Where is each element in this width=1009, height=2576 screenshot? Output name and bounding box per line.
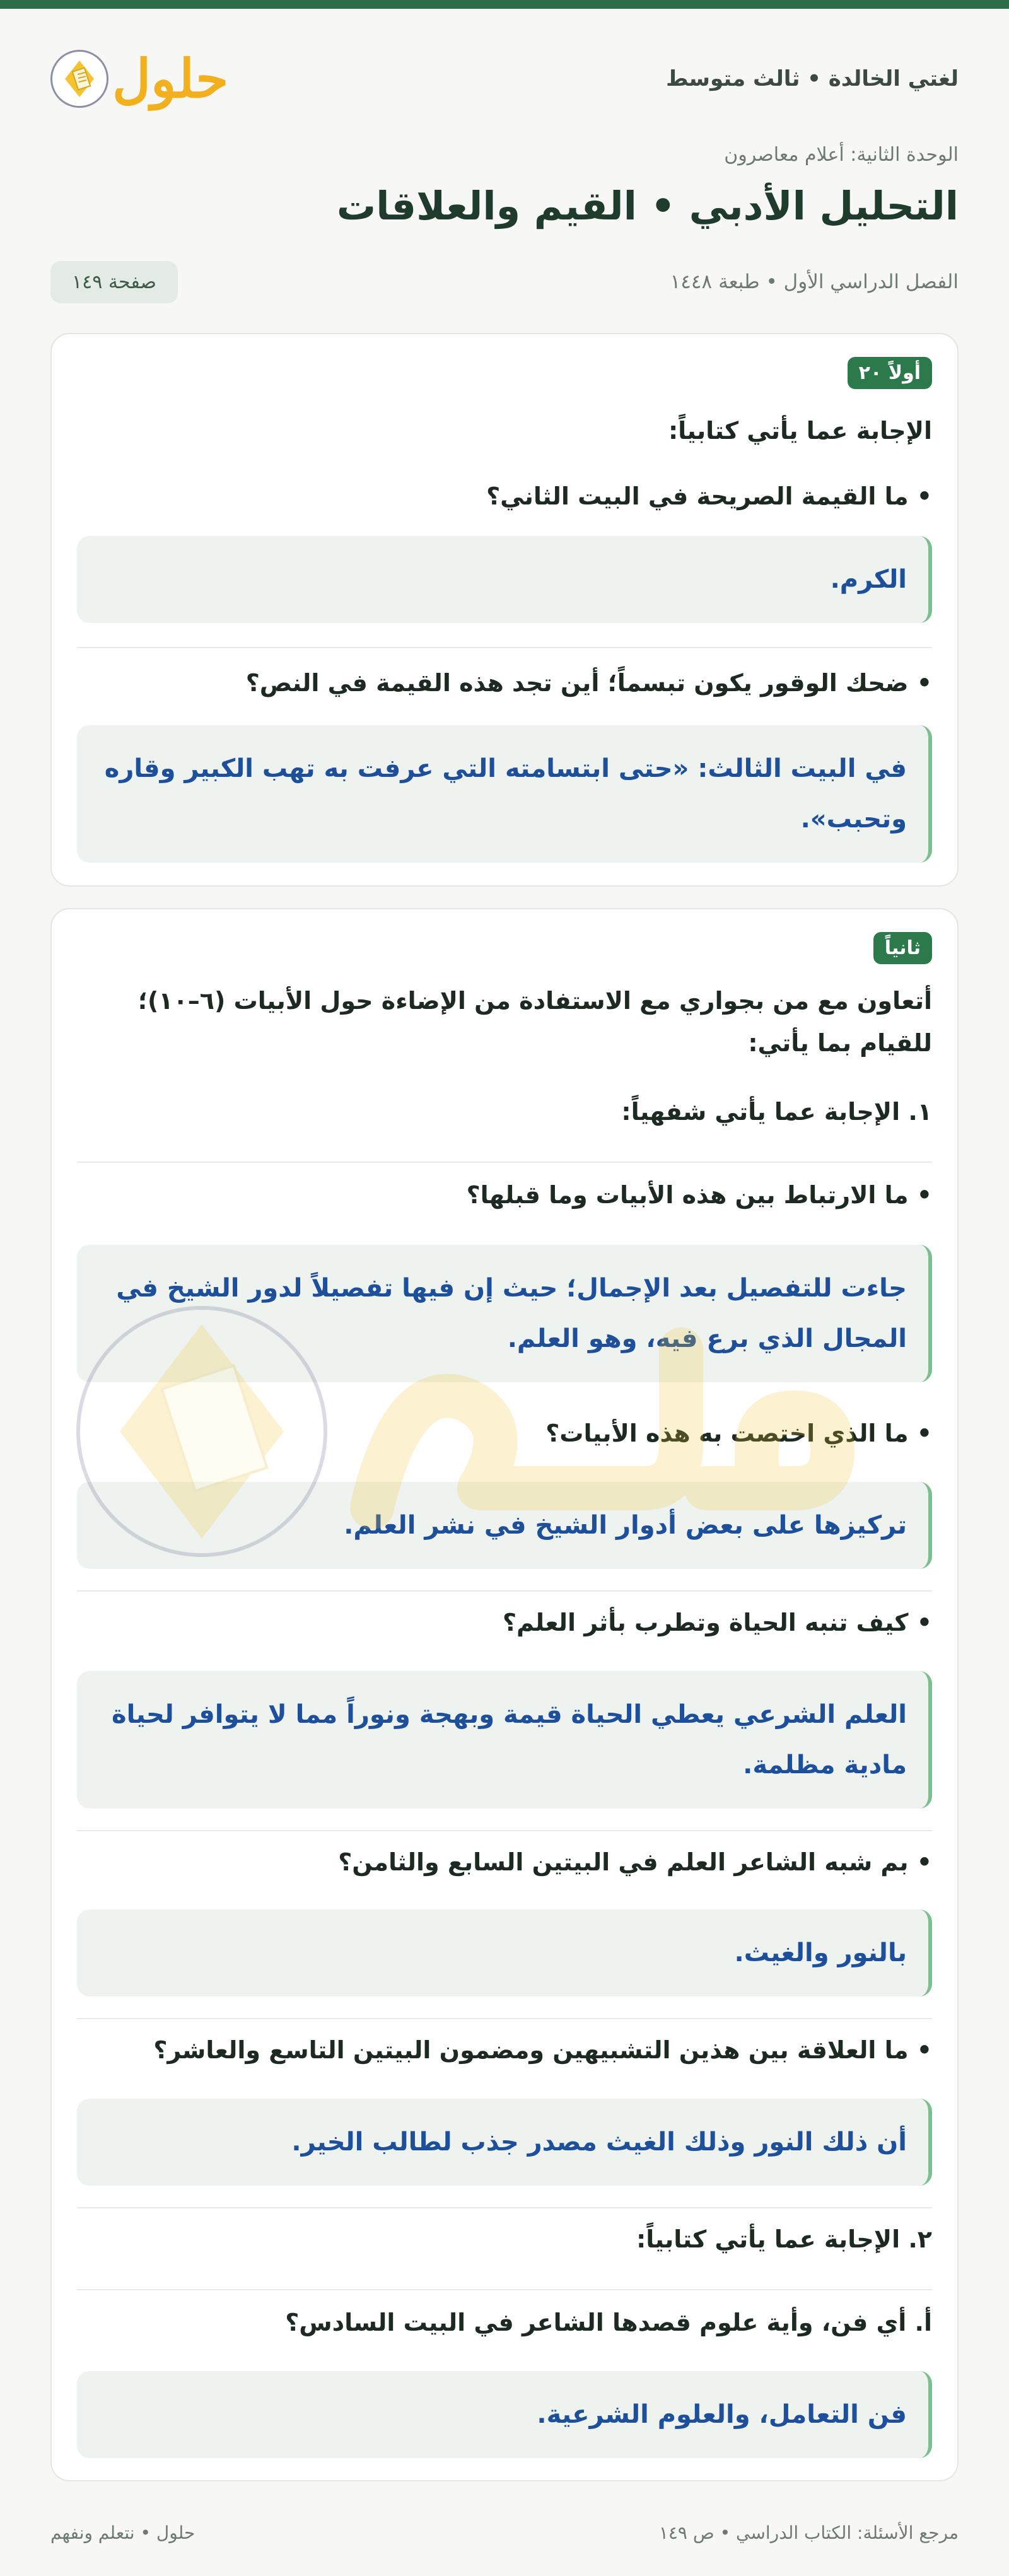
answer-text: فن التعامل، والعلوم الشرعية. [537,2400,907,2429]
answer-text: في البيت الثالث: «حتى ابتسامته التي عرفت به تهب الكبير وقاره وتحبب». [104,754,907,834]
breadcrumb: لغتي الخالدة • ثالث متوسط [666,66,959,91]
question: • بم شبه الشاعر العلم في البيتين السابع والثامن؟ [338,1848,932,1876]
answer-text: الكرم. [830,565,907,594]
answer-box [77,1245,932,1382]
section-badge: أولاً ٢٠ [848,357,932,389]
question: • ما القيمة الصريحة في البيت الثاني؟ [486,482,932,510]
answer-text: العلم الشرعي يعطي الحياة قيمة وبهجة ونوراً مما لا يتوافر لحياة مادية مظلمة. [112,1700,907,1780]
section-badge: ثانياً [873,932,932,964]
question: • كيف تنبه الحياة وتطرب بأثر العلم؟ [502,1609,932,1636]
question: • ما الذي اختصت به هذه الأبيات؟ [545,1419,932,1447]
answer-box [77,1482,932,1569]
answer-box [77,725,932,863]
logo[interactable] [50,47,229,110]
footer [50,2522,959,2543]
section-intro: أتعاون مع من بجواري مع الاستفادة من الإضاءة حول الأبيات (٦–١٠)؛ للقيام بما يأتي: [137,987,932,1057]
page-number-badge: صفحة ١٤٩ [50,261,178,303]
question: • ما العلاقة بين هذين التشبيهين ومضمون البيتين التاسع والعاشر؟ [153,2036,932,2064]
answer-text: تركيزها على بعض أدوار الشيخ في نشر العلم. [344,1511,907,1540]
answer-box [77,1671,932,1809]
divider [77,2207,932,2208]
meta-row [50,259,959,305]
part-heading: ٢. الإجابة عما يأتي كتابياً: [636,2225,932,2253]
section-first [50,333,959,887]
answer-box [77,1909,932,1996]
section-instruction: الإجابة عما يأتي كتابياً: [668,417,932,445]
question: • ضحك الوقور يكون تبسماً؛ أين تجد هذه القيمة في النص؟ [245,669,932,697]
answer-text: بالنور والغيث. [734,1938,907,1967]
divider [77,2289,932,2290]
footer-brand: حلول • نتعلم ونفهم [50,2522,195,2543]
answer-box [77,2099,932,2186]
unit-label: الوحدة الثانية: أعلام معاصرون [724,144,959,166]
divider [77,647,932,648]
term-label: الفصل الدراسي الأول • طبعة ١٤٤٨ [670,271,959,293]
divider [77,1162,932,1163]
divider [77,1590,932,1592]
logo-text: حلول [112,47,229,110]
divider [77,1830,932,1831]
header [50,44,959,114]
part-heading: ١. الإجابة عما يأتي شفهياً: [621,1098,932,1126]
question: أ. أي فن، وأية علوم قصدها الشاعر في البيت السادس؟ [285,2309,932,2336]
footer-reference: مرجع الأسئلة: الكتاب الدراسي • ص ١٤٩ [658,2522,959,2543]
section-second [50,908,959,2481]
answer-text: أن ذلك النور وذلك الغيث مصدر جذب لطالب الخير. [291,2128,907,2157]
answer-text: جاءت للتفصيل بعد الإجمال؛ حيث إن فيها تفصيلاً لدور الشيخ في المجال الذي برع فيه، وهو العلم. [116,1274,907,1353]
answer-box [77,2371,932,2458]
divider [77,2018,932,2019]
question: • ما الارتباط بين هذه الأبيات وما قبلها؟ [466,1181,932,1209]
top-accent-bar [0,0,1009,9]
answer-box [77,536,932,623]
logo-icon [50,50,108,108]
page-title: التحليل الأدبي • القيم والعلاقات [336,183,959,229]
